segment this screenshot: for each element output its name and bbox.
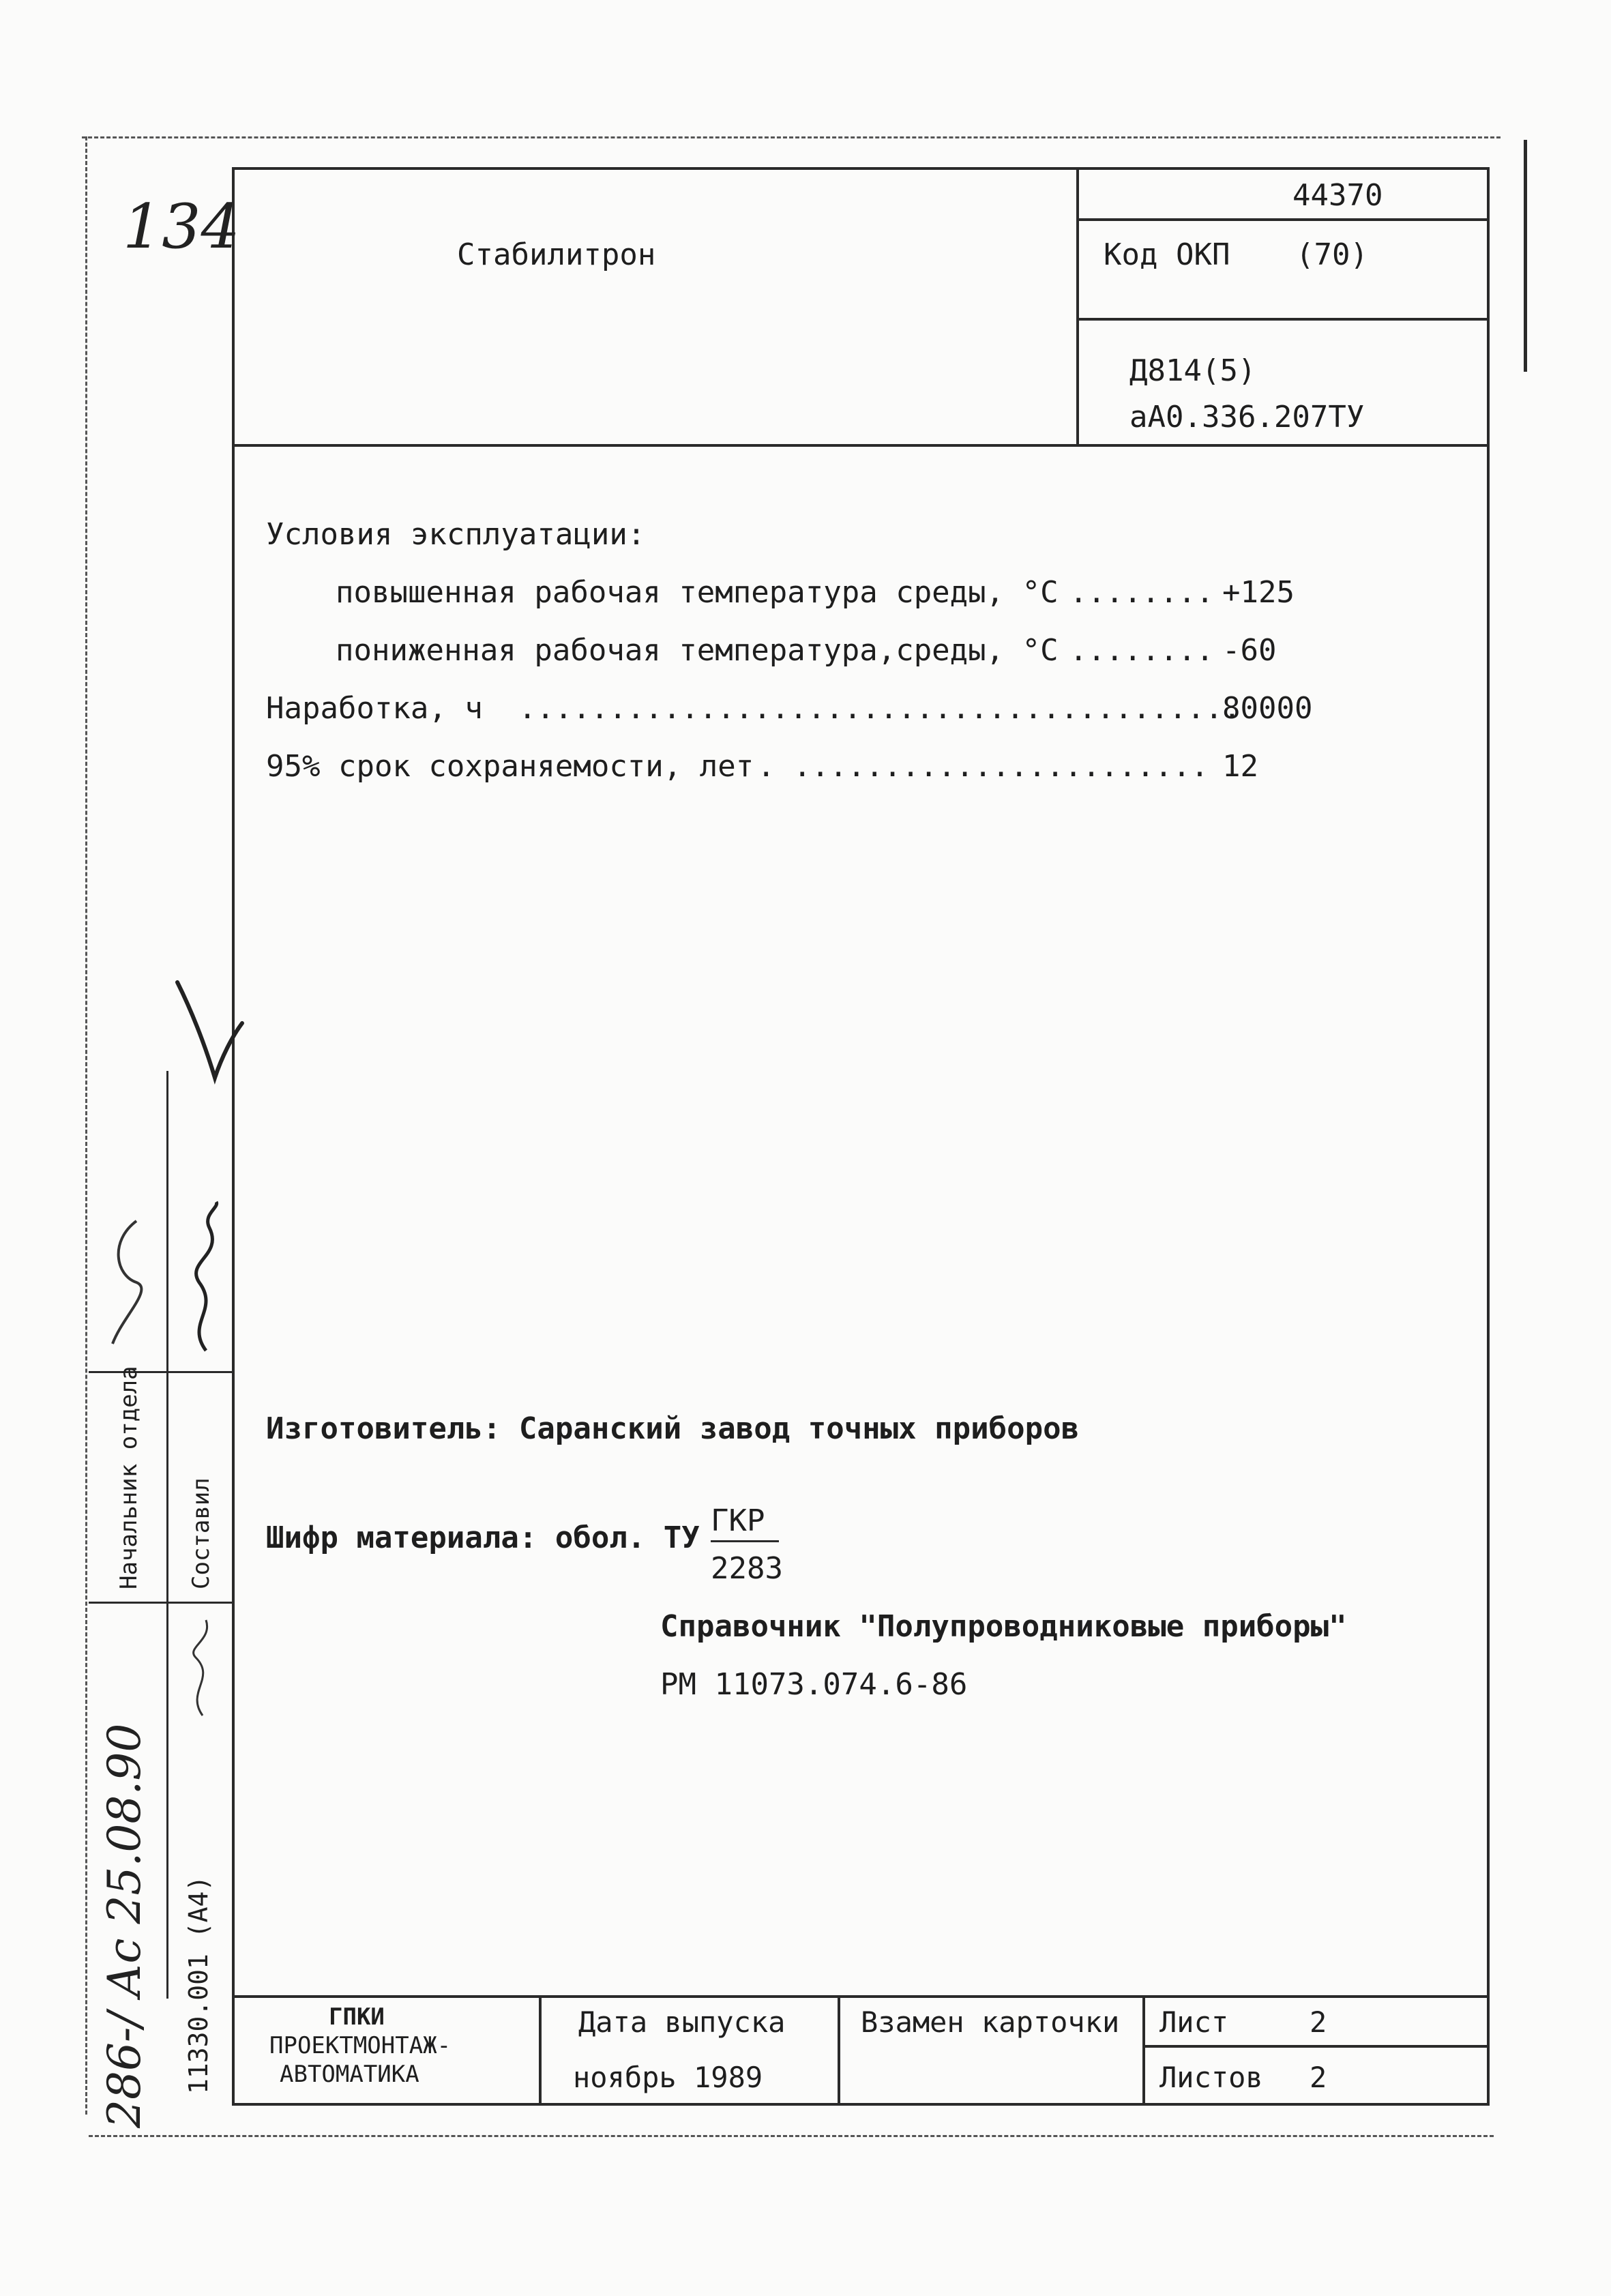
storage-life-label: 95% срок сохраняемости, лет <box>266 749 754 784</box>
footer-sheet-line <box>1142 2045 1490 2048</box>
okp-label: Код ОКП <box>1104 237 1230 272</box>
head-signature-icon <box>95 1214 160 1351</box>
sheet-value: 2 <box>1310 2005 1327 2039</box>
header-bottom-line <box>232 444 1490 447</box>
material-code-fraction-top: ГКР <box>711 1503 765 1538</box>
sheet-label: Лист <box>1159 2005 1229 2039</box>
footer-divider-1 <box>539 1995 542 2106</box>
release-date-value: ноябрь 1989 <box>573 2061 763 2094</box>
reference-book: Справочник "Полупроводниковые приборы" <box>660 1609 1347 1644</box>
org-line1: ГПКИ <box>329 2003 385 2031</box>
lower-temp-label: пониженная рабочая температура,среды, °C <box>336 633 1059 668</box>
code-row-line <box>1076 218 1490 221</box>
author-signature-icon <box>179 1201 233 1357</box>
designation: Д814(5) <box>1129 353 1256 388</box>
stamp-hline-1 <box>89 1371 232 1373</box>
spec-number: аА0.336.207ТУ <box>1129 400 1365 435</box>
upper-temp-label: повышенная рабочая температура среды, °C <box>336 575 1059 610</box>
lower-temp-value: -60 <box>1222 633 1277 668</box>
stamp-divider-line <box>166 1071 168 1999</box>
release-date-label: Дата выпуска <box>578 2005 786 2039</box>
upper-temp-leader: ........ <box>1069 575 1214 610</box>
lower-temp-leader: ........ <box>1069 633 1214 668</box>
operating-hours-value: 80000 <box>1222 691 1313 726</box>
sheets-label: Листов <box>1159 2061 1263 2094</box>
material-code-fraction-bottom: 2283 <box>711 1551 783 1586</box>
form-code: 11330.001 (А4) <box>183 1875 213 2094</box>
code-number: 44370 <box>1292 178 1383 213</box>
storage-life-leader: . ....................... <box>757 749 1209 784</box>
footer-divider-2 <box>838 1995 840 2106</box>
replaces-label: Взамен карточки <box>861 2005 1120 2039</box>
footer-divider-3 <box>1142 1995 1145 2106</box>
header-divider <box>1076 167 1079 444</box>
stamp-hline-2 <box>89 1602 232 1604</box>
operating-conditions-title: Условия эксплуатации: <box>266 517 646 552</box>
scan-top-edge <box>82 136 1501 138</box>
okp-value: (70) <box>1296 237 1368 272</box>
org-line3: АВТОМАТИКА <box>280 2061 419 2088</box>
reference-code: РМ 11073.074.6-86 <box>660 1667 968 1702</box>
handwritten-registration-note: 286-/ Ас 25.08.90 <box>98 1723 151 2128</box>
sheets-value: 2 <box>1310 2061 1327 2094</box>
footer-top-line <box>232 1995 1490 1998</box>
operating-hours-leader: ........................................ <box>518 691 1241 726</box>
stamp-head-of-dept: Начальник отдела <box>115 1366 143 1589</box>
okp-row-line <box>1076 318 1490 321</box>
material-code-label: Шифр материала: обол. ТУ <box>266 1520 700 1555</box>
check-mark-icon <box>171 969 246 1085</box>
manufacturer: Изготовитель: Саранский завод точных приборов <box>266 1411 1080 1446</box>
form-frame <box>232 167 1490 2106</box>
scan-bottom-edge <box>89 2135 1494 2137</box>
storage-life-value: 12 <box>1222 749 1258 784</box>
scan-left-edge <box>85 136 87 2115</box>
stamp-author: Составил <box>188 1477 215 1589</box>
checker-signature-icon <box>179 1617 226 1719</box>
org-line2: ПРОЕКТМОНТАЖ- <box>269 2032 452 2059</box>
upper-temp-value: +125 <box>1222 575 1295 610</box>
product-name: Стабилитрон <box>457 237 656 272</box>
operating-hours-label: Наработка, ч <box>266 691 483 726</box>
handwritten-page-number: 134 <box>123 191 240 263</box>
fraction-bar <box>711 1540 779 1542</box>
scan-right-edge <box>1524 140 1527 372</box>
